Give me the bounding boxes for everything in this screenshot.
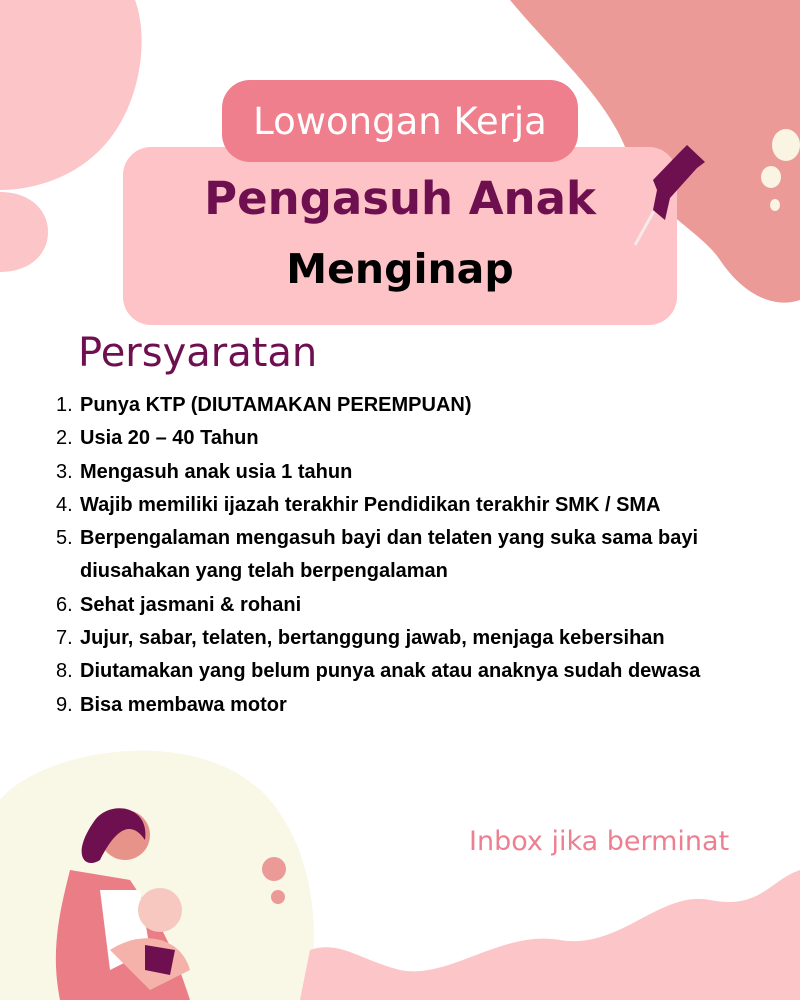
item-text: Mengasuh anak usia 1 tahun	[80, 460, 353, 483]
job-vacancy-badge: Lowongan Kerja	[222, 80, 578, 162]
list-item	[56, 655, 796, 688]
item-number: 7.	[56, 627, 73, 650]
blob-top-left	[0, 0, 142, 190]
item-text: Usia 20 – 40 Tahun	[80, 427, 259, 450]
dot	[772, 129, 800, 161]
item-text: Jujur, sabar, telaten, bertanggung jawab, menjaga kebersihan	[80, 627, 665, 650]
list-item	[56, 622, 796, 655]
requirements-heading: Persyaratan	[78, 330, 318, 376]
list-item	[56, 389, 796, 422]
list-item	[56, 422, 796, 455]
item-number: 2.	[56, 427, 73, 450]
item-text: Sehat jasmani & rohani	[80, 593, 302, 616]
dot	[761, 166, 781, 188]
item-number: 4.	[56, 493, 73, 516]
wave-bottom-right	[300, 870, 800, 1000]
item-text: Berpengalaman mengasuh bayi dan telaten yang suka sama bayi diusahakan yang telah berpengalaman	[80, 527, 698, 583]
item-text: Diutamakan yang belum punya anak atau anaknya sudah dewasa	[80, 660, 701, 683]
item-number: 6.	[56, 593, 73, 616]
blob-left-small	[0, 192, 48, 272]
item-number: 3.	[56, 460, 73, 483]
mother-baby-illustration	[30, 800, 230, 1000]
inbox-cta: Inbox jika berminat	[469, 826, 730, 857]
pushpin-icon	[625, 140, 705, 250]
list-item	[56, 589, 796, 622]
job-subtitle: Menginap	[286, 245, 514, 293]
item-text: Punya KTP (DIUTAMAKAN PEREMPUAN)	[80, 394, 472, 416]
item-text: Wajib memiliki ijazah terakhir Pendidikan terakhir SMK / SMA	[80, 493, 661, 516]
item-text: Bisa membawa motor	[80, 693, 287, 716]
list-item	[56, 689, 796, 722]
job-title: Pengasuh Anak	[204, 172, 596, 225]
dot	[262, 857, 286, 881]
dot	[770, 199, 780, 211]
item-number: 8.	[56, 660, 73, 683]
list-item	[56, 456, 796, 489]
requirements-list	[56, 389, 796, 722]
item-number: 5.	[56, 527, 73, 550]
list-item	[56, 489, 796, 522]
list-item	[56, 522, 796, 589]
item-number: 1.	[56, 394, 73, 416]
item-number: 9.	[56, 693, 73, 716]
dot	[271, 890, 285, 904]
